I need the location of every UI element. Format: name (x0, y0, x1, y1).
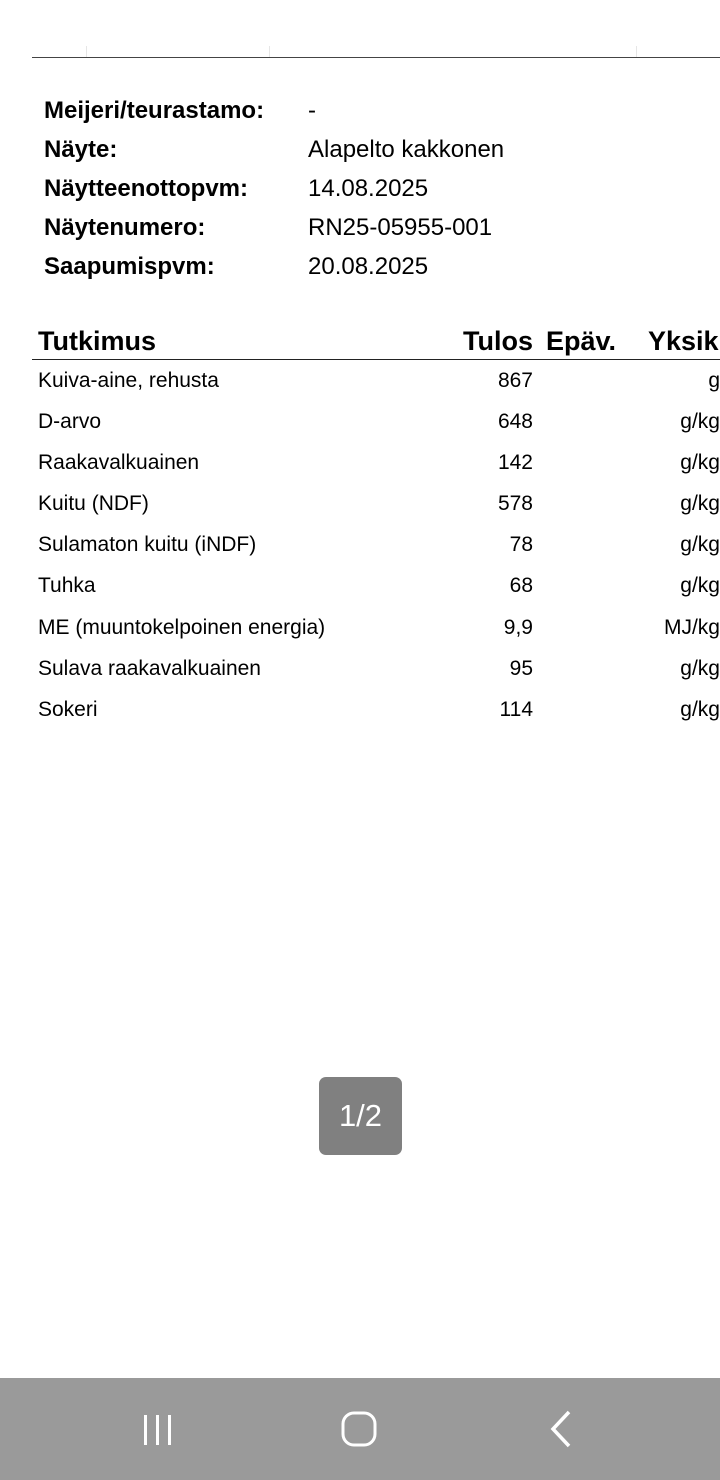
meta-value-sampling-date: 14.08.2025 (308, 175, 429, 202)
meta-value-sample: Alapelto kakkonen (308, 136, 505, 163)
row-test-name: Tuhka (38, 574, 96, 597)
top-divider (32, 57, 720, 58)
row-test-name: D-arvo (38, 410, 102, 433)
meta-value-arrival-date: 20.08.2025 (308, 253, 429, 280)
row-test-name: Sokeri (38, 698, 98, 721)
home-button[interactable] (299, 1378, 419, 1480)
row-result: 68 (509, 574, 533, 597)
meta-value-dairy: - (308, 97, 316, 124)
row-test-name: Raakavalkuainen (38, 451, 200, 474)
column-header-result: Tulos (463, 326, 533, 356)
meta-label-arrival-date: Saapumispvm: (44, 253, 215, 280)
row-test-name: Kuitu (NDF) (38, 492, 149, 515)
faint-grid-line (86, 46, 87, 57)
navigation-bar (0, 1378, 720, 1480)
recent-apps-button[interactable] (98, 1378, 218, 1480)
faint-grid-line (636, 46, 637, 57)
home-icon (337, 1407, 381, 1451)
meta-label-sample: Näyte: (44, 136, 118, 163)
row-test-name: ME (muuntokelpoinen energia) (38, 616, 326, 639)
meta-label-dairy: Meijeri/teurastamo: (44, 97, 265, 124)
row-unit: g/kg (680, 451, 720, 474)
table-header-divider (32, 359, 720, 360)
row-result: 867 (497, 369, 533, 392)
back-icon (542, 1407, 582, 1451)
row-test-name: Kuiva-aine, rehusta (38, 369, 219, 392)
row-result: 9,9 (503, 616, 533, 639)
row-result: 578 (497, 492, 533, 515)
row-unit: g/kg (680, 410, 720, 433)
column-header-test: Tutkimus (38, 326, 157, 356)
meta-label-sample-number: Näytenumero: (44, 214, 206, 241)
page-indicator: 1/2 (319, 1077, 402, 1155)
row-result: 114 (499, 698, 533, 721)
row-unit: g/kg (680, 698, 720, 721)
row-test-name: Sulava raakavalkuainen (38, 657, 261, 680)
row-unit: g/kg (680, 657, 720, 680)
column-header-uncertainty: Epäv. (546, 326, 617, 356)
recent-apps-icon (138, 1409, 178, 1449)
row-unit: MJ/kg (663, 616, 720, 639)
column-header-unit: Yksik (648, 326, 719, 356)
row-result: 142 (497, 451, 533, 474)
faint-grid-line (269, 46, 270, 57)
back-button[interactable] (502, 1378, 622, 1480)
row-result: 78 (509, 533, 533, 556)
row-result: 648 (497, 410, 533, 433)
row-unit: g/kg (680, 492, 720, 515)
row-unit: g/kg (680, 533, 720, 556)
row-result: 95 (509, 657, 533, 680)
row-unit: g/kg (680, 574, 720, 597)
row-test-name: Sulamaton kuitu (iNDF) (38, 533, 257, 556)
meta-value-sample-number: RN25-05955-001 (308, 214, 493, 241)
row-unit: g (708, 369, 720, 392)
meta-label-sampling-date: Näytteenottopvm: (44, 175, 249, 202)
